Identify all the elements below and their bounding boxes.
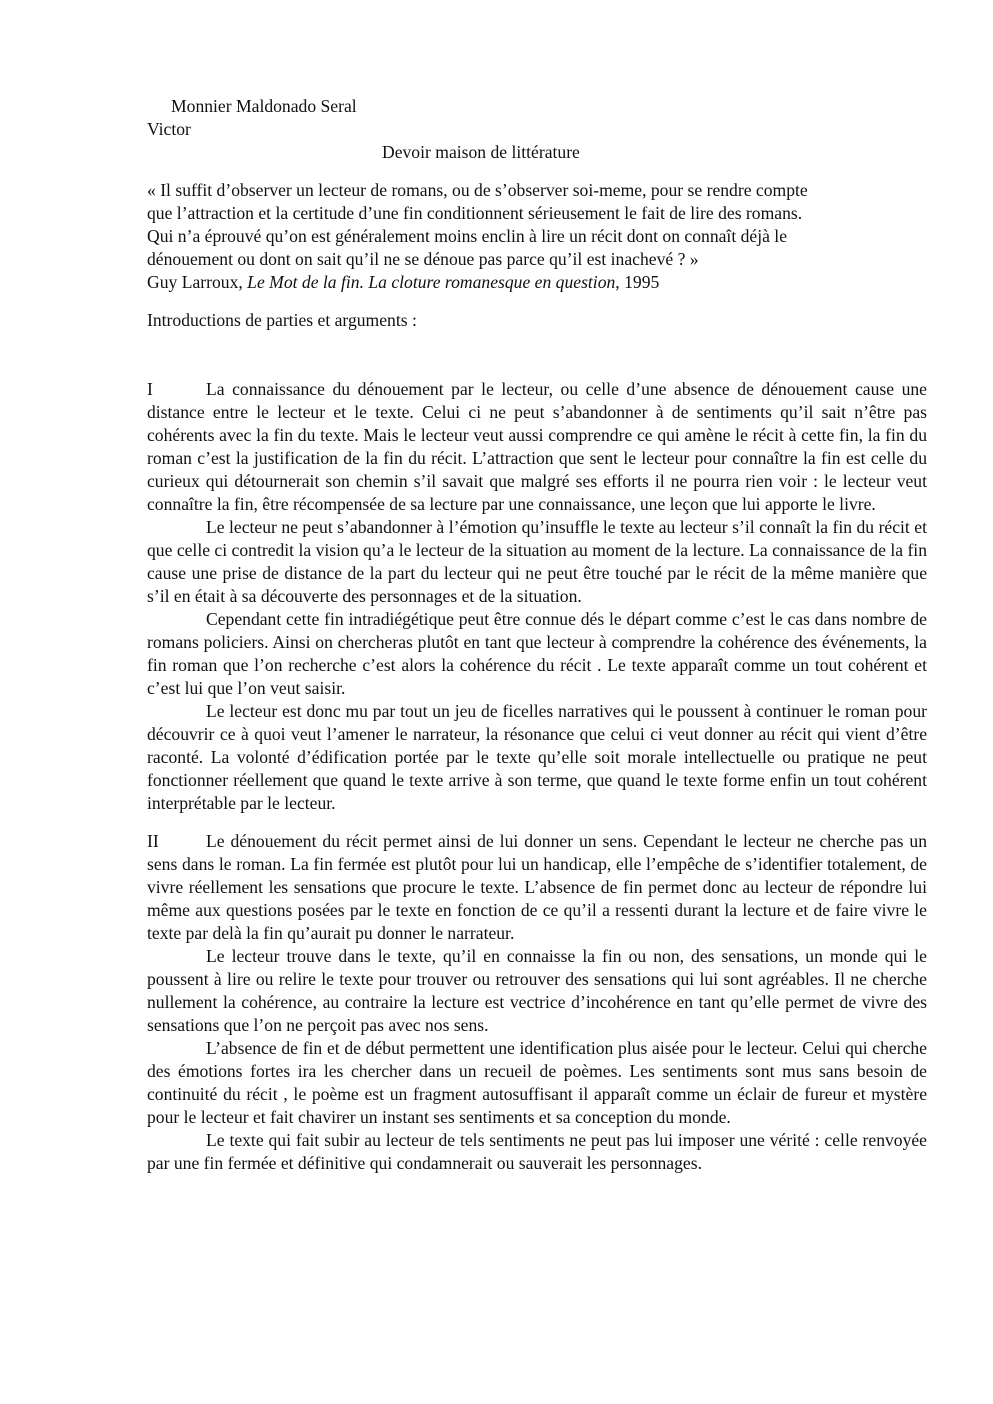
part-number: I bbox=[147, 379, 153, 399]
quote-line: Qui n’a éprouvé qu’on est généralement moins enclin à lire un récit dont on connaît déjà le bbox=[147, 226, 787, 246]
author-name: Monnier Maldonado Seral bbox=[171, 96, 357, 116]
paragraph bbox=[147, 830, 927, 945]
paragraph: Le lecteur est donc mu par tout un jeu de ficelles narratives qui le poussent à continuer le roman pour découvrir ce à quoi veut l’amener le narrateur, la résonance que celui ci veut donner au récit qui vient d’être raconté. La volonté d’édification portée par le texte qu’elle soit morale intellectuelle ou pratique ne peut fonctionner réellement que quand le texte arrive à son terme, que quand le texte forme enfin un tout cohérent interprétable par le lecteur. bbox=[147, 701, 927, 813]
section-heading: Introductions de parties et arguments : bbox=[147, 310, 417, 330]
document-page bbox=[147, 95, 927, 1175]
part-one bbox=[147, 378, 927, 815]
source-author: Guy Larroux, bbox=[147, 272, 248, 292]
paragraph: L’absence de fin et de début permettent une identification plus aisée pour le lecteur. Celui qui cherche des émotions fortes ira les chercher dans un recueil de poèmes. Les sentiments sont mus sans besoin de continuité du récit , le poème est un fragment autosuffisant il apparaît comme un éclair de fureur et mystère pour le lecteur et fait chavirer un instant ses sentiments et sa conception du monde. bbox=[147, 1038, 927, 1127]
paragraph: Le texte qui fait subir au lecteur de tels sentiments ne peut pas lui imposer une vérité : celle renvoyée par une fin fermée et définitive qui condamnerait ou sauverait les personnages. bbox=[147, 1130, 927, 1173]
document-title: Devoir maison de littérature bbox=[382, 142, 580, 162]
paragraph-text: La connaissance du dénouement par le lecteur, ou celle d’une absence de dénouement cause une distance entre le lecteur et le texte. Celui ci ne peut s’abandonner à de sentiments qu’il sait n’être pas cohérents avec la fin du texte. Mais le lecteur veut aussi comprendre ce qui amène le récit à cette fin, la fin du roman c’est la justification de la fin du récit. L’attraction que sent le lecteur pour connaître la fin est celle du curieux qui détournerait son chemin s’il savait que malgré ses efforts il ne pourra rien voir : le lecteur veut connaître la fin, être récompensée de sa lecture par une connaissance, une leçon que lui apporte le livre. bbox=[147, 379, 927, 514]
part-two bbox=[147, 830, 927, 1175]
paragraph bbox=[147, 378, 927, 516]
quote-source bbox=[147, 271, 927, 294]
quote-block bbox=[147, 179, 927, 294]
part-number: II bbox=[147, 831, 159, 851]
paragraph: Le lecteur ne peut s’abandonner à l’émotion qu’insuffle le texte au lecteur s’il connaît la fin du récit et que celle ci contredit la vision qu’a le lecteur de la situation au moment de la lecture. La connaissance de la fin cause une prise de distance de la part du lecteur qui ne peut être touché par le récit de la même manière que s’il en était à sa découverte des personnages et de la situation. bbox=[147, 517, 927, 606]
paragraph-text: Le dénouement du récit permet ainsi de lui donner un sens. Cependant le lecteur ne cherche pas un sens dans le roman. La fin fermée est plutôt pour lui un handicap, elle l’empêche de s’identifier totalement, de vivre réellement les sensations que procure le texte. L’absence de fin permet donc au lecteur de répondre lui même aux questions posées par le texte en fonction de ce qu’il a ressenti durant la lecture et de faire vivre le texte par delà la fin qu’aurait pu donner le narrateur. bbox=[147, 831, 927, 943]
quote-line: « Il suffit d’observer un lecteur de romans, ou de s’observer soi-meme, pour se rendre compte bbox=[147, 180, 808, 200]
quote-line: dénouement ou dont on sait qu’il ne se dénoue pas parce qu’il est inachevé ? » bbox=[147, 249, 699, 269]
author-firstname: Victor bbox=[147, 119, 191, 139]
quote-line: que l’attraction et la certitude d’une fin conditionnent sérieusement le fait de lire des romans. bbox=[147, 203, 803, 223]
paragraph: Cependant cette fin intradiégétique peut être connue dés le départ comme c’est le cas dans nombre de romans policiers. Ainsi on chercheras plutôt en tant que lecteur à comprendre la cohérence des événements, la fin roman que l’on recherche c’est alors la cohérence du récit . Le texte apparaît comme un tout cohérent et c’est lui que l’on veut saisir. bbox=[147, 609, 927, 698]
source-title: Le Mot de la fin. La cloture romanesque en question bbox=[247, 272, 616, 292]
paragraph: Le lecteur trouve dans le texte, qu’il en connaisse la fin ou non, des sensations, un monde qui le poussent à lire ou relire le texte pour trouver ou retrouver des sensations qui lui sont agréables. Il ne cherche nullement la cohérence, au contraire la lecture est vectrice d’incohérence en tant qu’elle permet de vivre des sensations que l’on ne perçoit pas avec nos sens. bbox=[147, 946, 927, 1035]
source-year: , 1995 bbox=[615, 272, 660, 292]
